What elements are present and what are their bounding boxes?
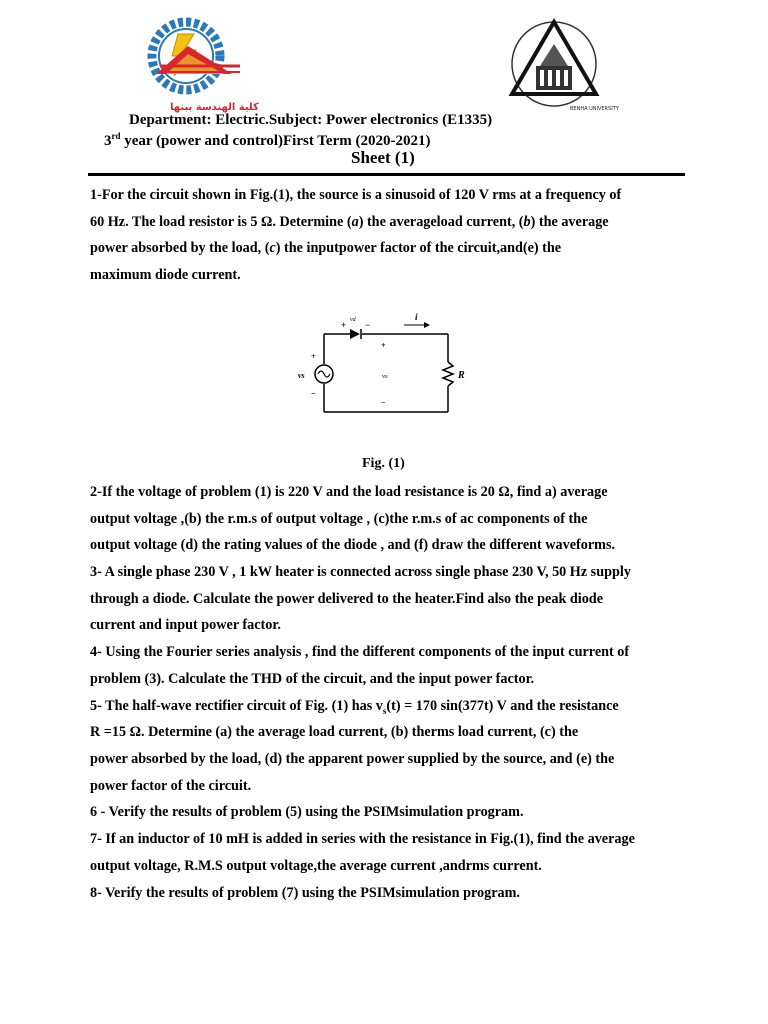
diode-icon bbox=[350, 329, 361, 339]
problem-line: 4- Using the Fourier series analysis , find the different components of the input current of bbox=[90, 644, 630, 660]
problem-line: 2-If the voltage of problem (1) is 220 V and the load resistance is 20 Ω, find a) average bbox=[90, 484, 608, 500]
problem-line: 3- A single phase 230 V , 1 kW heater is connected across single phase 230 V, 50 Hz supply bbox=[90, 564, 631, 580]
problem-line: 6 - Verify the results of problem (5) using the PSIMsimulation program. bbox=[90, 804, 524, 820]
svg-text:+: + bbox=[311, 352, 316, 361]
problem-line: output voltage ,(b) the r.m.s of output voltage , (c)the r.m.s of ac components of the bbox=[90, 511, 588, 527]
problem-1-line: 1-For the circuit shown in Fig.(1), the source is a sinusoid of 120 V rms at a frequency of bbox=[90, 187, 622, 203]
problem-line: output voltage (d) the rating values of the diode , and (f) draw the different waveforms. bbox=[90, 537, 616, 553]
problem-line: problem (3). Calculate the THD of the circuit, and the input power factor. bbox=[90, 671, 535, 687]
university-logo bbox=[496, 16, 619, 116]
problem-line: R =15 Ω. Determine (a) the average load current, (b) therms load current, (c) the bbox=[90, 724, 579, 740]
svg-text:+: + bbox=[341, 320, 347, 330]
problem-1-line: 60 Hz. The load resistor is 5 Ω. Determine (a) the averageload current, (b) the average bbox=[90, 214, 609, 230]
problem-line: current and input power factor. bbox=[90, 617, 281, 633]
department-line: Department: Electric.Subject: Power electronics (E1335) bbox=[129, 112, 493, 128]
sheet-title: Sheet (1) bbox=[351, 148, 415, 167]
problem-line: output voltage, R.M.S output voltage,the average current ,andrms current. bbox=[90, 858, 542, 874]
svg-text:vd: vd bbox=[350, 317, 356, 323]
faculty-logo bbox=[136, 14, 259, 114]
half-wave-rectifier-circuit bbox=[296, 310, 476, 418]
problem-line: 5- The half-wave rectifier circuit of Fig. (1) has $v_s(t) = 170$ sin(377t) V and the resistance bbox=[90, 698, 619, 716]
problem-line: through a diode. Calculate the power delivered to the heater.Find also the peak diode bbox=[90, 591, 603, 607]
problem-1-line: power absorbed by the load, (c) the inputpower factor of the circuit,and(e) the bbox=[90, 240, 562, 256]
svg-text:R: R bbox=[458, 370, 465, 381]
year-term-line: 3rd year (power and control)First Term (2020-2021) bbox=[104, 131, 431, 149]
ac-source-icon bbox=[315, 365, 333, 383]
figure-caption: Fig. (1) bbox=[362, 456, 405, 471]
header-divider bbox=[88, 173, 685, 176]
svg-text:كلية الهندسة ببنها: كلية الهندسة ببنها bbox=[170, 102, 259, 113]
svg-text:+: + bbox=[381, 341, 386, 350]
current-arrow-icon bbox=[404, 322, 430, 328]
problem-line: 7- If an inductor of 10 mH is added in series with the resistance in Fig.(1), find the average bbox=[90, 831, 635, 847]
svg-text:vs: vs bbox=[298, 371, 305, 380]
svg-text:−: − bbox=[365, 320, 371, 330]
problem-1-line: maximum diode current. bbox=[90, 267, 241, 283]
problem-line: 8- Verify the results of problem (7) using the PSIMsimulation program. bbox=[90, 885, 520, 901]
svg-text:vo: vo bbox=[382, 374, 388, 380]
svg-text:BENHA UNIVERSITY: BENHA UNIVERSITY bbox=[570, 106, 619, 112]
svg-text:−: − bbox=[311, 389, 316, 398]
temple-icon bbox=[536, 44, 572, 90]
problem-line: power absorbed by the load, (d) the apparent power supplied by the source, and (e) the bbox=[90, 751, 615, 767]
svg-text:i: i bbox=[415, 312, 418, 322]
problem-line: power factor of the circuit. bbox=[90, 778, 252, 794]
svg-text:−: − bbox=[381, 398, 386, 407]
